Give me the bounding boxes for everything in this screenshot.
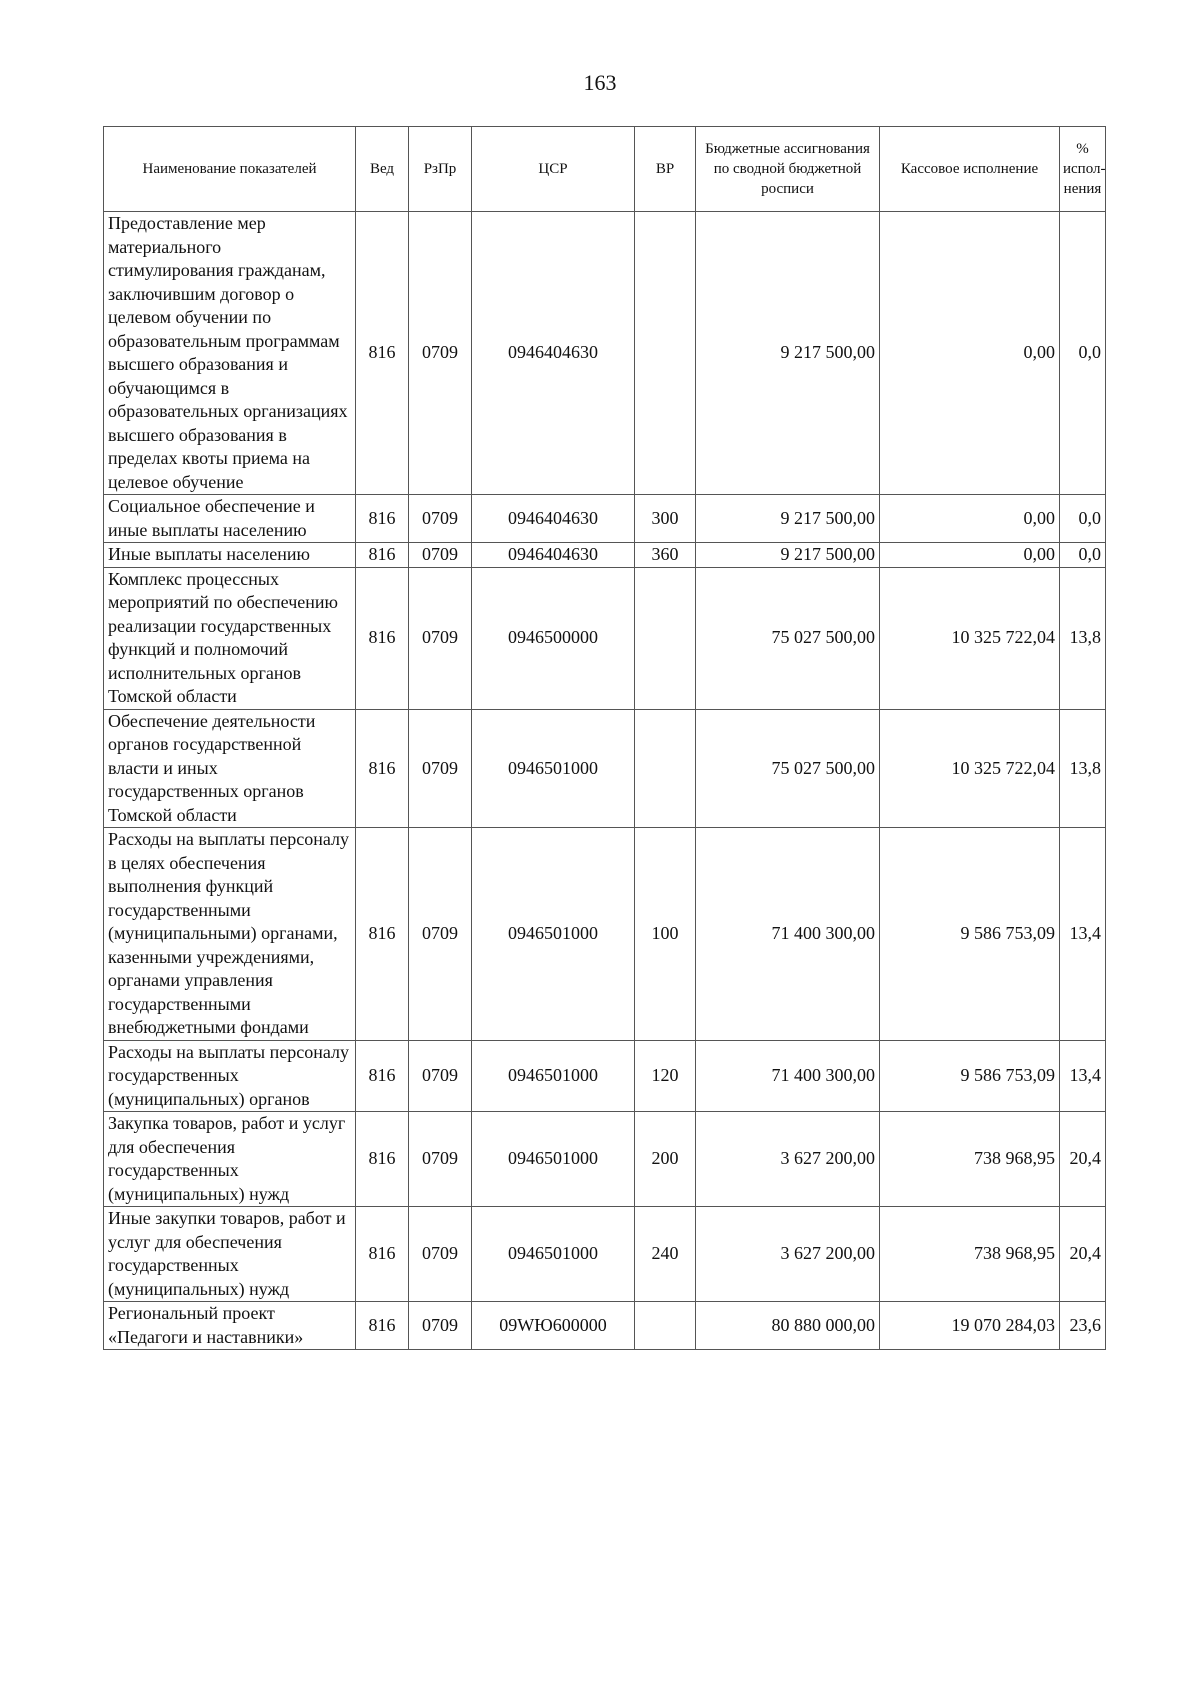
header-rzpr: РзПр [409, 127, 472, 212]
row-percent: 23,6 [1060, 1302, 1106, 1350]
row-vr [635, 212, 696, 495]
row-percent: 13,4 [1060, 1040, 1106, 1112]
row-assignments: 75 027 500,00 [696, 567, 880, 709]
row-percent: 0,0 [1060, 543, 1106, 568]
table-row [104, 1112, 1106, 1207]
row-vr [635, 709, 696, 828]
row-name: Социальное обеспечение и иные выплаты населению [104, 495, 356, 543]
row-ved: 816 [356, 1302, 409, 1350]
row-name: Закупка товаров, работ и услуг для обеспечения государственных (муниципальных) нужд [104, 1112, 356, 1207]
header-ved: Вед [356, 127, 409, 212]
table-row [104, 828, 1106, 1041]
row-name: Иные выплаты населению [104, 543, 356, 568]
row-name: Региональный проект «Педагоги и наставники» [104, 1302, 356, 1350]
row-csr: 0946404630 [472, 543, 635, 568]
row-vr [635, 1302, 696, 1350]
row-execution: 738 968,95 [880, 1207, 1060, 1302]
row-vr: 300 [635, 495, 696, 543]
row-execution: 10 325 722,04 [880, 709, 1060, 828]
row-execution: 19 070 284,03 [880, 1302, 1060, 1350]
row-execution: 9 586 753,09 [880, 1040, 1060, 1112]
row-execution: 0,00 [880, 495, 1060, 543]
row-rzpr: 0709 [409, 709, 472, 828]
header-vr: ВР [635, 127, 696, 212]
row-name: Предоставление мер материального стимулирования гражданам, заключившим договор о целевом обучении по образовательным программам высшего образования и обучающимся в образовательных организациях высшего образования в пределах квоты приема на целевое обучение [104, 212, 356, 495]
row-vr: 360 [635, 543, 696, 568]
table-row [104, 567, 1106, 709]
row-csr: 0946501000 [472, 828, 635, 1041]
row-execution: 738 968,95 [880, 1112, 1060, 1207]
row-vr: 100 [635, 828, 696, 1041]
row-name: Обеспечение деятельности органов государственной власти и иных государственных органов Томской области [104, 709, 356, 828]
row-rzpr: 0709 [409, 567, 472, 709]
row-ved: 816 [356, 495, 409, 543]
row-vr [635, 567, 696, 709]
row-rzpr: 0709 [409, 495, 472, 543]
row-rzpr: 0709 [409, 1207, 472, 1302]
table-row [104, 709, 1106, 828]
row-ved: 816 [356, 567, 409, 709]
header-assignments: Бюджетные ассигнования по сводной бюджетной росписи [696, 127, 880, 212]
row-vr: 200 [635, 1112, 696, 1207]
header-row [104, 127, 1106, 212]
row-csr: 0946501000 [472, 1112, 635, 1207]
row-assignments: 9 217 500,00 [696, 495, 880, 543]
row-assignments: 9 217 500,00 [696, 543, 880, 568]
table-row [104, 212, 1106, 495]
row-csr: 0946501000 [472, 1207, 635, 1302]
row-assignments: 75 027 500,00 [696, 709, 880, 828]
row-percent: 0,0 [1060, 495, 1106, 543]
table-row [104, 1207, 1106, 1302]
row-ved: 816 [356, 709, 409, 828]
page-number: 163 [583, 70, 617, 95]
row-percent: 20,4 [1060, 1112, 1106, 1207]
row-percent: 0,0 [1060, 212, 1106, 495]
row-percent: 13,8 [1060, 709, 1106, 828]
row-assignments: 71 400 300,00 [696, 828, 880, 1041]
row-percent: 13,4 [1060, 828, 1106, 1041]
row-percent: 20,4 [1060, 1207, 1106, 1302]
row-assignments: 71 400 300,00 [696, 1040, 880, 1112]
row-name: Расходы на выплаты персоналу государственных (муниципальных) органов [104, 1040, 356, 1112]
row-ved: 816 [356, 1207, 409, 1302]
row-csr: 0946501000 [472, 1040, 635, 1112]
table-row [104, 1040, 1106, 1112]
header-name: Наименование показателей [104, 127, 356, 212]
row-rzpr: 0709 [409, 1112, 472, 1207]
row-percent: 13,8 [1060, 567, 1106, 709]
row-execution: 0,00 [880, 543, 1060, 568]
row-rzpr: 0709 [409, 1302, 472, 1350]
row-execution: 10 325 722,04 [880, 567, 1060, 709]
row-rzpr: 0709 [409, 828, 472, 1041]
table-row [104, 543, 1106, 568]
header-csr: ЦСР [472, 127, 635, 212]
row-assignments: 3 627 200,00 [696, 1207, 880, 1302]
row-rzpr: 0709 [409, 543, 472, 568]
row-ved: 816 [356, 828, 409, 1041]
row-assignments: 80 880 000,00 [696, 1302, 880, 1350]
row-ved: 816 [356, 1040, 409, 1112]
header-execution: Кассовое исполнение [880, 127, 1060, 212]
budget-table [103, 126, 1106, 1350]
row-ved: 816 [356, 543, 409, 568]
row-execution: 9 586 753,09 [880, 828, 1060, 1041]
row-csr: 09WЮ600000 [472, 1302, 635, 1350]
row-vr: 120 [635, 1040, 696, 1112]
header-percent: % испол-нения [1060, 127, 1106, 212]
row-rzpr: 0709 [409, 1040, 472, 1112]
row-assignments: 3 627 200,00 [696, 1112, 880, 1207]
row-name: Иные закупки товаров, работ и услуг для обеспечения государственных (муниципальных) нужд [104, 1207, 356, 1302]
row-name: Комплекс процессных мероприятий по обеспечению реализации государственных функций и полномочий исполнительных органов Томской области [104, 567, 356, 709]
row-assignments: 9 217 500,00 [696, 212, 880, 495]
table-row [104, 495, 1106, 543]
row-execution: 0,00 [880, 212, 1060, 495]
row-ved: 816 [356, 1112, 409, 1207]
row-name: Расходы на выплаты персоналу в целях обеспечения выполнения функций государственными (муниципальными) органами, казенными учреждениями, органами управления государственными внебюджетными фондами [104, 828, 356, 1041]
row-csr: 0946501000 [472, 709, 635, 828]
table-row [104, 1302, 1106, 1350]
row-ved: 816 [356, 212, 409, 495]
row-rzpr: 0709 [409, 212, 472, 495]
row-csr: 0946404630 [472, 495, 635, 543]
row-csr: 0946404630 [472, 212, 635, 495]
row-vr: 240 [635, 1207, 696, 1302]
row-csr: 0946500000 [472, 567, 635, 709]
